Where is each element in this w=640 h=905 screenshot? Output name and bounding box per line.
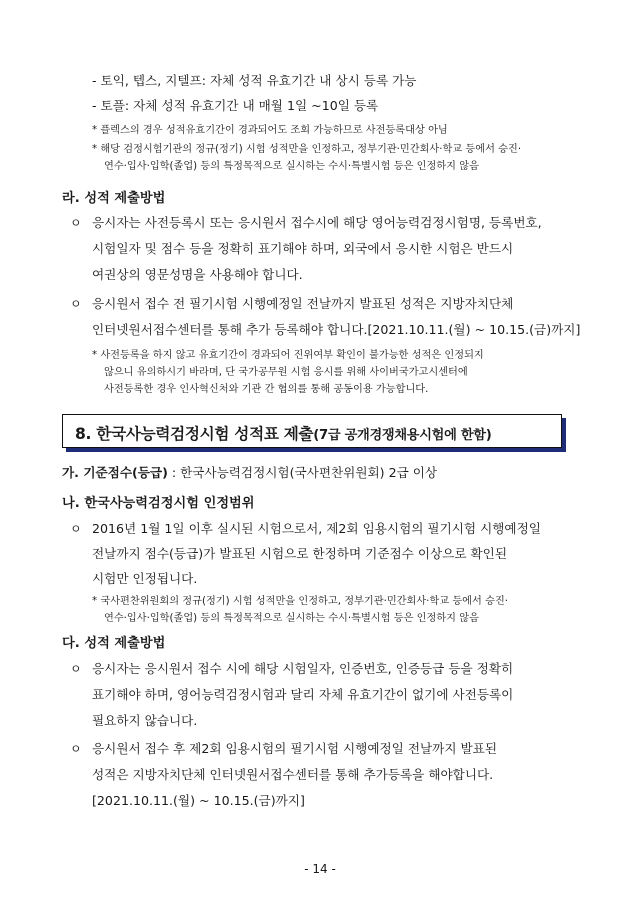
da-item2-line1: 응시원서 접수 후 제2회 임용시험의 필기시험 시행예정일 전날까지 발표된 bbox=[92, 741, 498, 756]
ra-note-line3: 사전등록한 경우 인사혁신처와 기관 간 협의를 통해 공동이용 가능합니다. bbox=[104, 384, 429, 395]
heading-na: 나. 한국사능력검정시험 인정범위 bbox=[62, 496, 255, 511]
na-item1-line3: 시험만 인정됩니다. bbox=[92, 571, 198, 586]
page-number: - 14 - bbox=[304, 862, 336, 876]
bullet-marker: ㅇ bbox=[70, 216, 82, 230]
bullet-marker: ㅇ bbox=[70, 522, 82, 536]
bullet-marker: ㅇ bbox=[70, 662, 82, 676]
section-8-title-main: 8. 한국사능력검정시험 성적표 제출 bbox=[75, 425, 314, 443]
bullet-marker: ㅇ bbox=[70, 297, 82, 311]
note-flex: * 플렉스의 경우 성적유효기간이 경과되어도 조회 가능하므로 사전등록대상 아님 bbox=[92, 125, 448, 136]
ra-item1-line3: 여권상의 영문성명을 사용해야 합니다. bbox=[92, 267, 303, 282]
ra-item1-line1: 응시자는 사전등록시 또는 응시원서 접수시에 해당 영어능력검정시험명, 등록번호, bbox=[92, 215, 542, 230]
da-item1-line1: 응시자는 응시원서 접수 시에 해당 시험일자, 인증번호, 인증등급 등을 정확히 bbox=[92, 661, 514, 676]
da-item2-line3: [2021.10.11.(월) ~ 10.15.(금)까지] bbox=[92, 793, 305, 808]
ga-text: : 한국사능력검정시험(국사편찬위원회) 2급 이상 bbox=[167, 465, 438, 480]
da-item2-line2: 성적은 지방자치단체 인터넷원서접수센터를 통해 추가등록을 해야합니다. bbox=[92, 767, 494, 782]
ra-note-line2: 않으니 유의하시기 바라며, 단 국가공무원 시험 응시를 위해 사이버국가고시센터에 bbox=[104, 367, 468, 378]
note-official-exam-line1: * 해당 검정시험기관의 정규(정기) 시험 성적만을 인정하고, 정부기관·민간회사·학교 등에서 승진· bbox=[92, 144, 522, 155]
dash-item-toeic: - 토익, 텝스, 지텔프: 자체 성적 유효기간 내 상시 등록 가능 bbox=[92, 73, 417, 88]
na-item1-line2: 전날까지 점수(등급)가 발표된 시험으로 한정하며 기준점수 이상으로 확인된 bbox=[92, 546, 507, 561]
ra-item1-line2: 시험일자 및 점수 등을 정확히 표기해야 하며, 외국에서 응시한 시험은 반드시 bbox=[92, 241, 514, 256]
ga-line bbox=[62, 464, 437, 482]
da-item1-line3: 필요하지 않습니다. bbox=[92, 713, 198, 728]
section-8-title-box bbox=[62, 414, 562, 448]
ra-item2-line1: 응시원서 접수 전 필기시험 시행예정일 전날까지 발표된 성적은 지방자치단체 bbox=[92, 296, 514, 311]
na-item1-line1: 2016년 1월 1일 이후 실시된 시험으로서, 제2회 임용시험의 필기시험 시행예정일 bbox=[92, 521, 541, 536]
na-note-line2: 연수·입사·입학(졸업) 등의 특정목적으로 실시하는 수시·특별시험 등은 인정하지 않음 bbox=[104, 613, 479, 624]
ra-item2-line2: 인터넷원서접수센터를 통해 추가 등록해야 합니다.[2021.10.11.(월) ~ 10.15.(금)까지] bbox=[92, 322, 581, 337]
note-official-exam-line2: 연수·입사·입학(졸업) 등의 특정목적으로 실시하는 수시·특별시험 등은 인정하지 않음 bbox=[104, 161, 479, 172]
section-8-title bbox=[75, 422, 491, 444]
dash-item-toefl: - 토플: 자체 성적 유효기간 내 매월 1일 ~10일 등록 bbox=[92, 98, 379, 113]
ra-note-line1: * 사전등록을 하지 않고 유효기간이 경과되어 진위여부 확인이 불가능한 성적은 인정되지 bbox=[92, 350, 484, 361]
bullet-marker: ㅇ bbox=[70, 742, 82, 756]
section-8-title-sub: (7급 공개경쟁채용시험에 한함) bbox=[313, 428, 492, 443]
heading-da: 다. 성적 제출방법 bbox=[62, 636, 166, 651]
da-item1-line2: 표기해야 하며, 영어능력검정시험과 달리 자체 유효기간이 없기에 사전등록이 bbox=[92, 687, 514, 702]
na-note-line1: * 국사편찬위원회의 정규(정기) 시험 성적만을 인정하고, 정부기관·민간회사·학교 등에서 승진· bbox=[92, 596, 509, 607]
heading-ra: 라. 성적 제출방법 bbox=[62, 191, 166, 206]
heading-ga: 가. 기준점수(등급) bbox=[62, 465, 168, 480]
